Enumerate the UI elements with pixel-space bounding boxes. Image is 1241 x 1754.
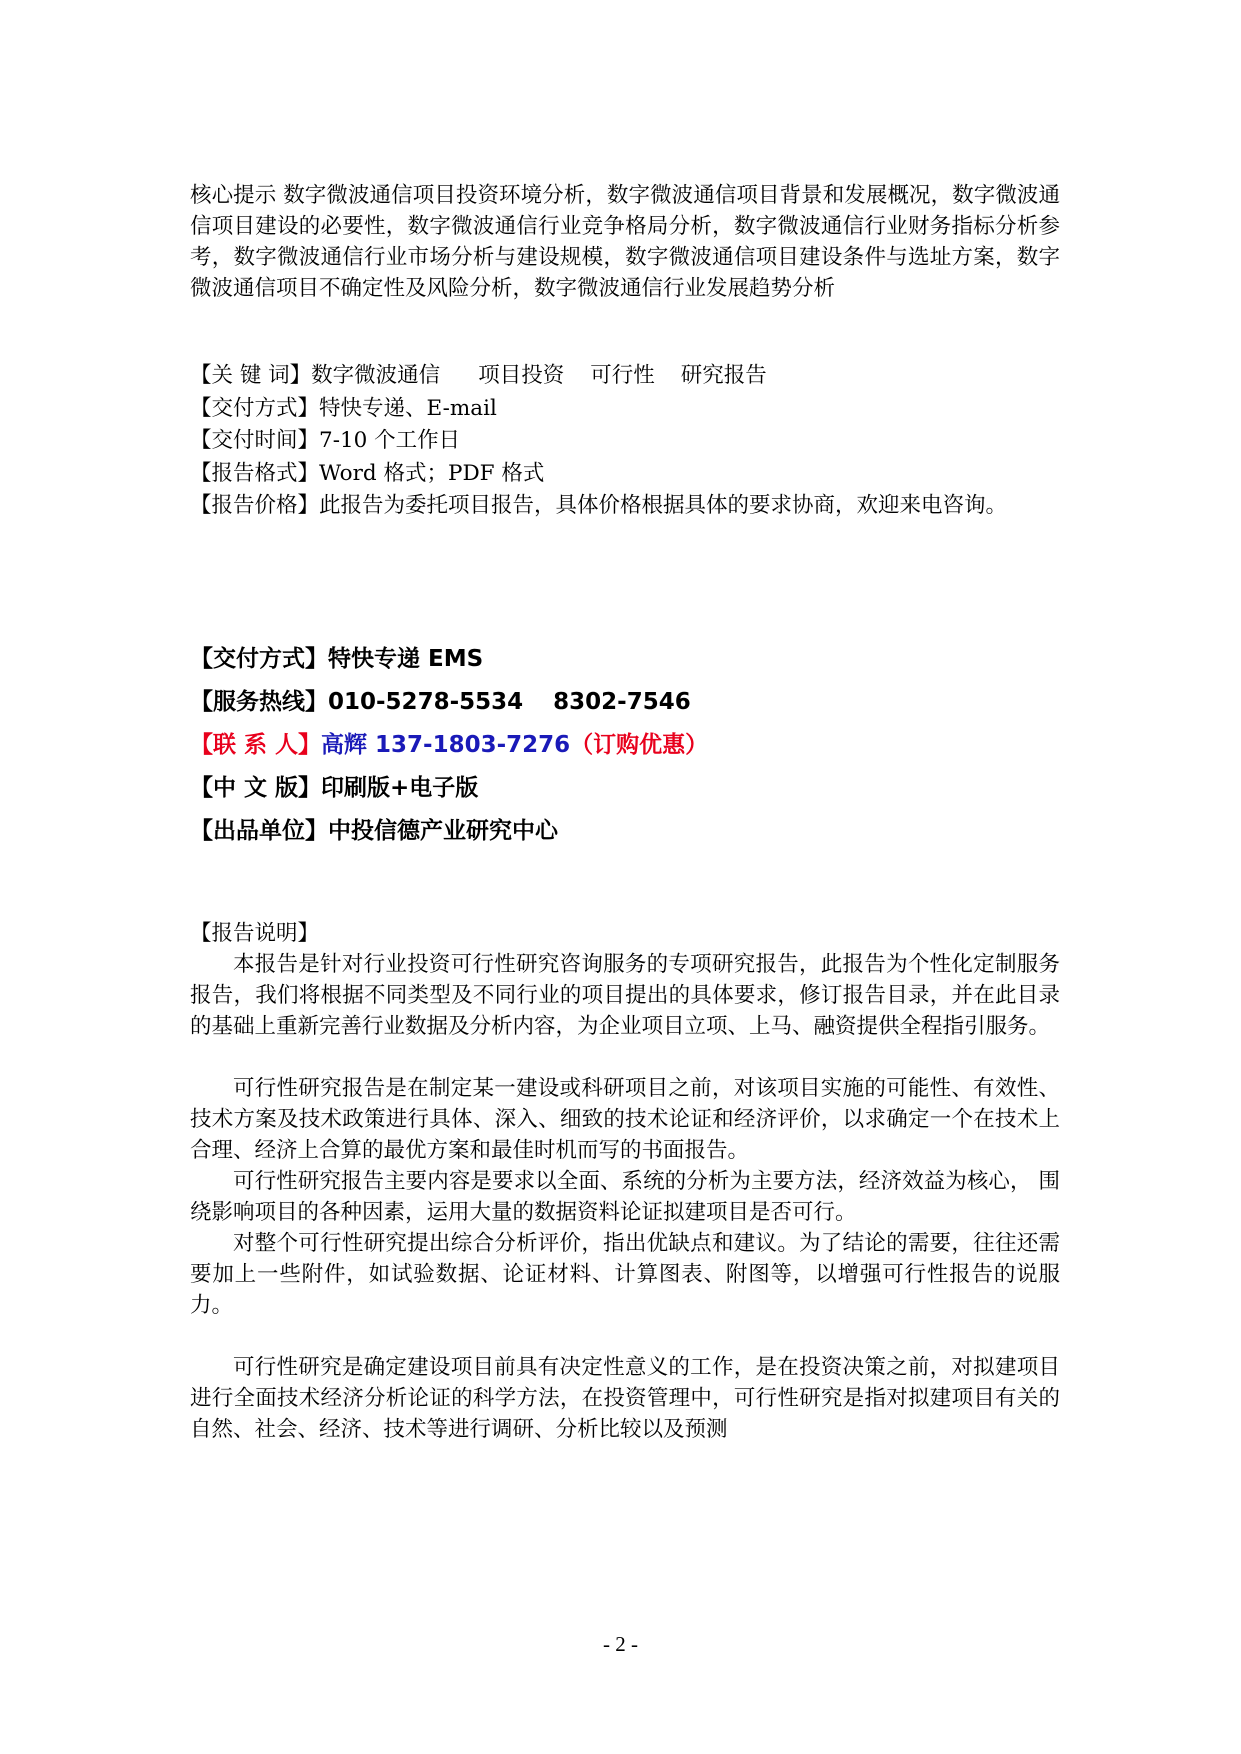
report-paragraph: 对整个可行性研究提出综合分析评价，指出优缺点和建议。为了结论的需要，往往还需要加上一些附件，如试验数据、论证材料、计算图表、附图等，以增强可行性报告的说服力。 <box>190 1231 1060 1318</box>
page-number: - 2 - <box>603 1632 638 1656</box>
report-paragraph: 可行性研究是确定建设项目前具有决定性意义的工作，是在投资决策之前，对拟建项目进行全面技术经济分析论证的科学方法，在投资管理中，可行性研究是指对拟建项目有关的自然、社会、经济、技术等进行调研、分析比较以及预测 <box>190 1355 1060 1442</box>
publisher-line <box>190 810 1060 853</box>
contact-delivery-line <box>190 638 1060 681</box>
delivery-label: 【交付方式】 <box>190 395 320 421</box>
hotline-number[interactable]: 010-5278-5534 <box>328 689 524 715</box>
hotline-label: 【服务热线】 <box>190 689 328 715</box>
time-label: 【交付时间】 <box>190 428 320 453</box>
edition-value: 印刷版+电子版 <box>321 775 479 801</box>
report-paragraph: 本报告是针对行业投资可行性研究咨询服务的专项研究报告，此报告为个性化定制服务报告，我们将根据不同类型及不同行业的项目提出的具体要求，修订报告目录，并在此目录的基础上重新完善行业数据及分析内容，为企业项目立项、上马、融资提供全程指引服务。 <box>190 952 1060 1039</box>
contact-person-label: 【联 系 人】 <box>190 732 322 758</box>
format-label: 【报告格式】 <box>190 460 320 486</box>
price-value: 此报告为委托项目报告，具体价格根据具体的要求协商，欢迎来电咨询。 <box>319 493 1008 518</box>
contact-person-value[interactable]: 高辉 137-1803-7276 <box>321 732 571 758</box>
format-line <box>190 458 1060 491</box>
format-value: Word 格式；PDF 格式 <box>319 460 545 486</box>
keyword: 数字微波通信 <box>311 363 441 388</box>
edition-label: 【中 文 版】 <box>190 775 322 801</box>
summary-section <box>190 180 1060 304</box>
price-label: 【报告价格】 <box>190 493 320 518</box>
summary-paragraph: 核心提示 数字微波通信项目投资环境分析，数字微波通信项目背景和发展概况，数字微波通信项目建设的必要性，数字微波通信行业竞争格局分析，数字微波通信行业财务指标分析参考，数字微波通信行业市场分析与建设规模，数字微波通信项目建设条件与选址方案，数字微波通信项目不确定性及风险分析，数字微波通信行业发展趋势分析 <box>190 183 1060 301</box>
publisher-value: 中投信德产业研究中心 <box>328 818 558 844</box>
order-discount-note: （订购优惠） <box>570 732 709 758</box>
edition-line <box>190 767 1060 810</box>
contact-section <box>190 638 1060 853</box>
report-paragraph: 可行性研究报告是在制定某一建设或科研项目之前，对该项目实施的可能性、有效性、技术方案及技术政策进行具体、深入、细致的技术论证和经济评价，以求确定一个在技术上合理、经济上合算的最优方案和最佳时机而写的书面报告。 <box>190 1076 1060 1163</box>
report-section <box>190 918 1060 1445</box>
keyword: 研究报告 <box>680 363 767 388</box>
contact-delivery-label: 【交付方式】 <box>190 646 328 672</box>
publisher-label: 【出品单位】 <box>190 818 328 844</box>
hotline-number[interactable]: 8302-7546 <box>553 689 691 715</box>
report-paragraph: 可行性研究报告主要内容是要求以全面、系统的分析为主要方法，经济效益为核心， 围绕影响项目的各种因素，运用大量的数据资料论证拟建项目是否可行。 <box>190 1169 1060 1225</box>
time-value: 7-10 个工作日 <box>319 428 461 453</box>
keywords-line <box>190 360 1060 393</box>
delivery-line <box>190 393 1060 426</box>
meta-section <box>190 360 1060 521</box>
time-line <box>190 425 1060 458</box>
contact-person-line <box>190 724 1060 767</box>
hotline-line <box>190 681 1060 724</box>
report-heading: 【报告说明】 <box>190 921 320 946</box>
keyword: 可行性 <box>590 363 655 388</box>
price-line <box>190 490 1060 521</box>
delivery-value: 特快专递、E-mail <box>319 395 497 421</box>
keywords-label: 【关 键 词】 <box>190 363 312 388</box>
contact-delivery-value: 特快专递 EMS <box>328 646 484 672</box>
keyword: 项目投资 <box>478 363 565 388</box>
